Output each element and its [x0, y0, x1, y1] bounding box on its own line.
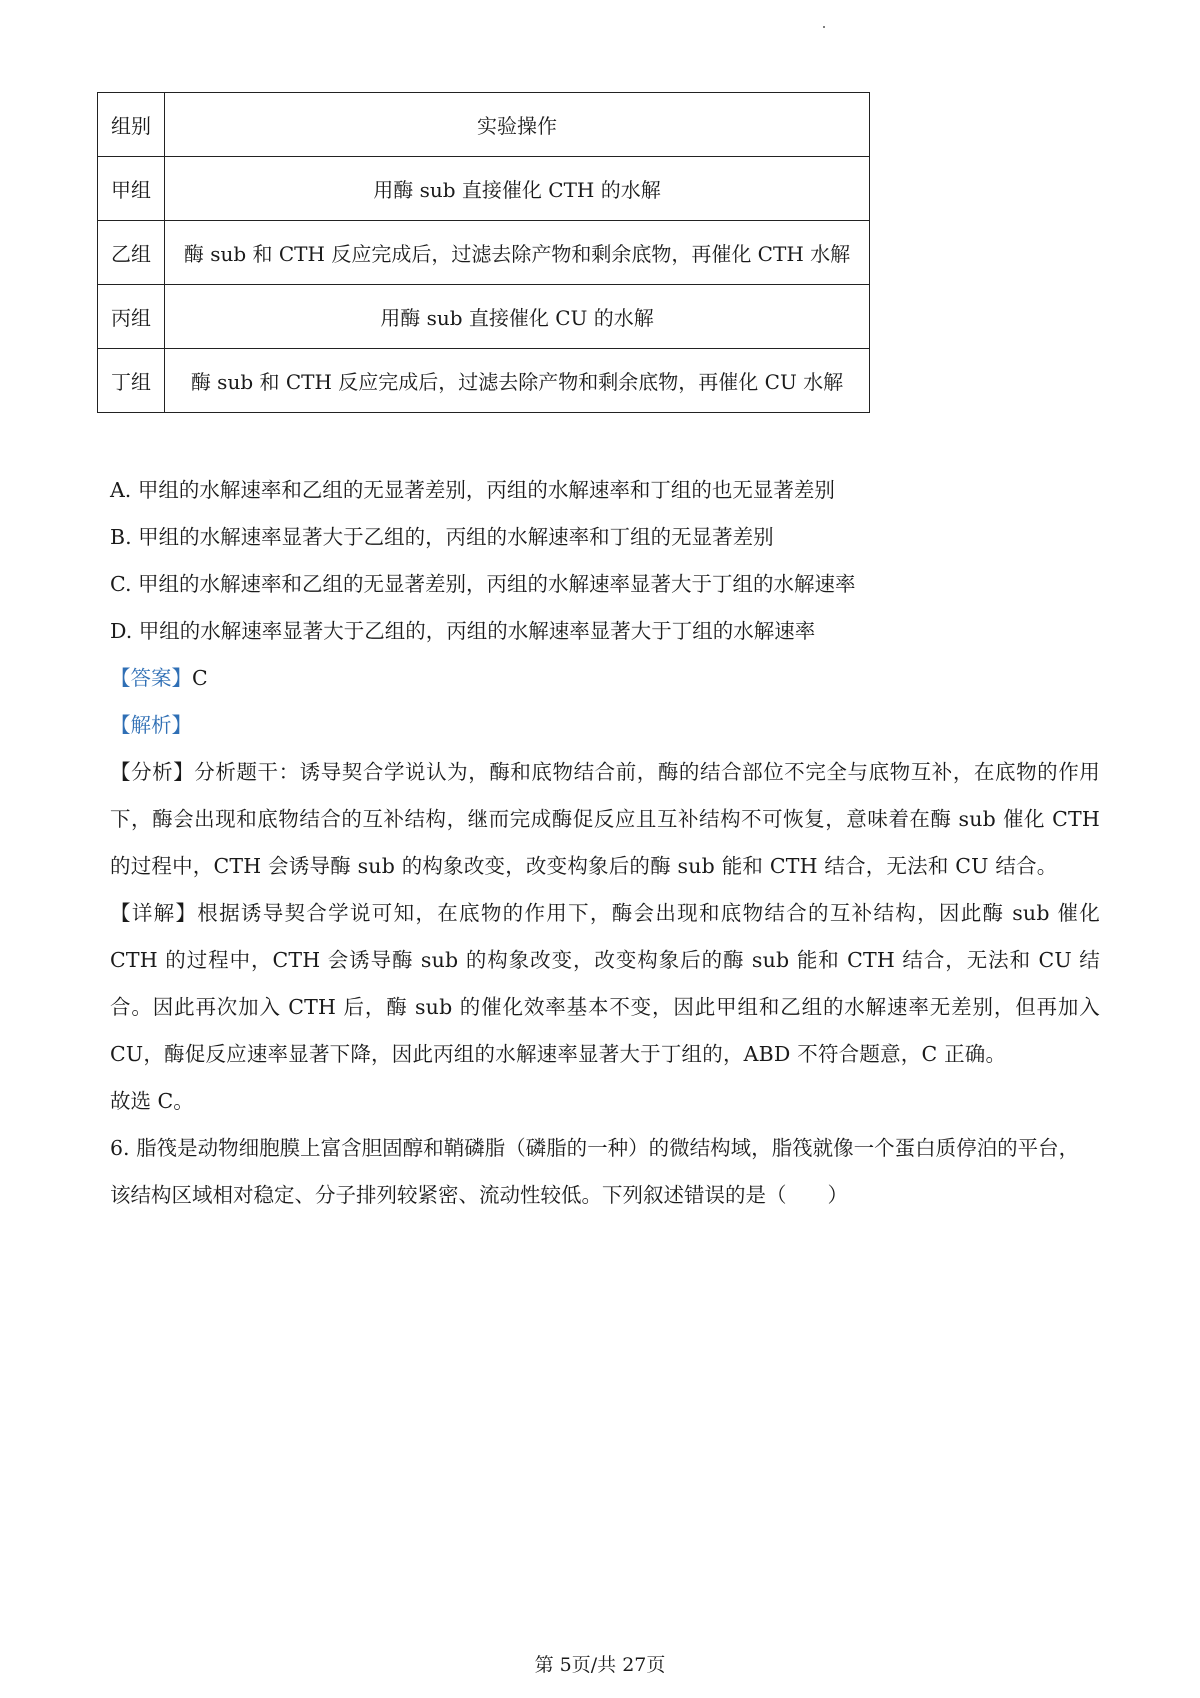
header-group-cell: 组别 [98, 93, 165, 157]
group-cell: 乙组 [98, 221, 165, 285]
operation-cell: 用酶 sub 直接催化 CTH 的水解 [165, 157, 870, 221]
page-dot-mark [823, 26, 825, 28]
option-c: C. 甲组的水解速率和乙组的无显著差别，丙组的水解速率显著大于丁组的水解速率 [110, 572, 856, 596]
experiment-table [97, 92, 870, 413]
group-cell: 丙组 [98, 285, 165, 349]
xiangjie-tag: 【详解】 [110, 901, 198, 925]
answer-tag: 【答案】 [110, 666, 192, 690]
table-header-row [98, 93, 870, 157]
option-b: B. 甲组的水解速率显著大于乙组的，丙组的水解速率和丁组的无显著差别 [110, 525, 774, 549]
fenxi-tag: 【分析】 [110, 760, 195, 784]
page-footer: 第 5页/共 27页 [534, 1654, 666, 1676]
header-operation-cell: 实验操作 [165, 93, 870, 157]
operation-cell: 用酶 sub 直接催化 CU 的水解 [165, 285, 870, 349]
table-row [98, 221, 870, 285]
group-cell: 甲组 [98, 157, 165, 221]
table-row [98, 349, 870, 413]
question6-line1: 6. 脂筏是动物细胞膜上富含胆固醇和鞘磷脂（磷脂的一种）的微结构域，脂筏就像一个蛋白质停泊的平台， [110, 1136, 1080, 1160]
group-cell: 丁组 [98, 349, 165, 413]
analysis-tag: 【解析】 [110, 713, 192, 737]
analysis-xiangjie [110, 890, 1100, 1078]
analysis-conclusion: 故选 C。 [110, 1089, 194, 1113]
analysis-fenxi [110, 749, 1100, 890]
operation-cell: 酶 sub 和 CTH 反应完成后，过滤去除产物和剩余底物，再催化 CTH 水解 [165, 221, 870, 285]
option-d: D. 甲组的水解速率显著大于乙组的，丙组的水解速率显著大于丁组的水解速率 [110, 619, 816, 643]
fenxi-text: 分析题干：诱导契合学说认为，酶和底物结合前，酶的结合部位不完全与底物互补，在底物的作用下，酶会出现和底物结合的互补结构，继而完成酶促反应且互补结构不可恢复，意味着在酶 sub 催化 CTH 的过程中，CTH 会诱导酶 sub 的构象改变，改变构象后的酶 sub 能和 CTH 结合，无法和 CU 结合。 [110, 760, 1100, 878]
operation-cell: 酶 sub 和 CTH 反应完成后，过滤去除产物和剩余底物，再催化 CU 水解 [165, 349, 870, 413]
question6-line2: 该结构区域相对稳定、分子排列较紧密、流动性较低。下列叙述错误的是（ ） [110, 1183, 848, 1207]
answer-value: C [192, 666, 208, 690]
option-a: A. 甲组的水解速率和乙组的无显著差别，丙组的水解速率和丁组的也无显著差别 [110, 478, 835, 502]
table-row [98, 285, 870, 349]
xiangjie-text: 根据诱导契合学说可知，在底物的作用下，酶会出现和底物结合的互补结构，因此酶 sub 催化 CTH 的过程中，CTH 会诱导酶 sub 的构象改变，改变构象后的酶 sub 能和 CTH 结合，无法和 CU 结合。因此再次加入 CTH 后，酶 sub 的催化效率基本不变，因此甲组和乙组的水解速率无差别，但再加入 CU，酶促反应速率显著下降，因此丙组的水解速率显著大于丁组的，ABD 不符合题意，C 正确。 [110, 901, 1100, 1066]
answer-line [110, 655, 1100, 702]
table-row [98, 157, 870, 221]
question-content [110, 467, 1100, 1219]
